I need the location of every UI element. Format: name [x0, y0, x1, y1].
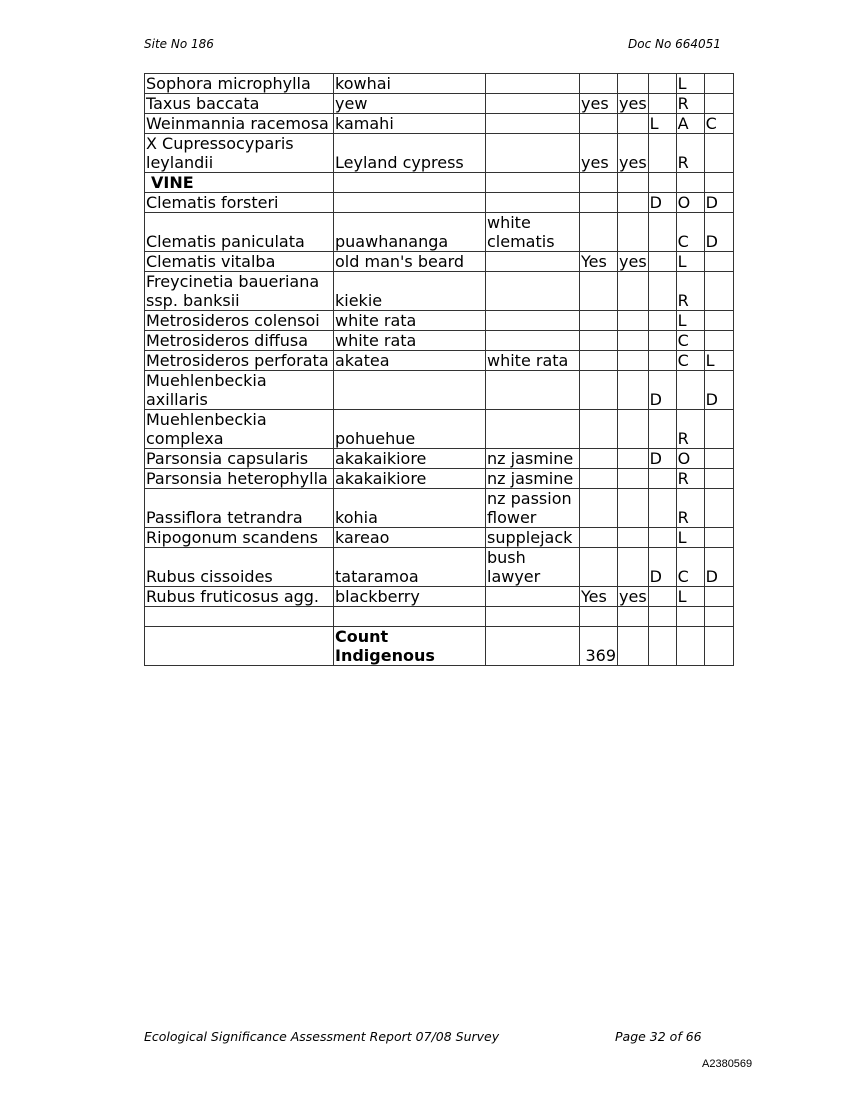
- table-cell: [580, 410, 618, 449]
- table-cell: [580, 331, 618, 351]
- table-cell: yes: [619, 587, 647, 606]
- table-cell: Ripogonum scandens: [145, 528, 334, 548]
- table-cell: [704, 627, 733, 666]
- table-cell: [704, 449, 733, 469]
- table-cell: D: [648, 193, 676, 213]
- table-cell: [145, 627, 334, 666]
- table-cell: Metrosideros diffusa: [145, 331, 334, 351]
- table-cell: L: [676, 252, 704, 272]
- table-row: [145, 410, 734, 449]
- table-cell: R: [676, 94, 704, 114]
- table-cell: [618, 331, 649, 351]
- table-cell: D: [704, 193, 733, 213]
- table-cell: [580, 74, 618, 94]
- table-cell: [648, 272, 676, 311]
- table-row: [145, 351, 734, 371]
- table-cell: [704, 173, 733, 193]
- table-cell: [486, 607, 580, 627]
- table-cell: [618, 173, 649, 193]
- table-cell: Rubus fruticosus agg.: [145, 587, 334, 607]
- table-row: [145, 94, 734, 114]
- table-cell: [618, 371, 649, 410]
- table-cell: C: [676, 331, 704, 351]
- table-cell: Clematis forsteri: [145, 193, 334, 213]
- table-row: [145, 528, 734, 548]
- table-cell: [486, 173, 580, 193]
- table-cell: yes: [619, 252, 647, 271]
- table-cell: [648, 311, 676, 331]
- table-cell: [486, 331, 580, 351]
- table-cell: [618, 489, 649, 528]
- table-cell: [648, 587, 676, 607]
- table-cell: A: [676, 114, 704, 134]
- table-cell: Leyland cypress: [334, 134, 486, 173]
- table-row: [145, 311, 734, 331]
- table-cell: Yes: [580, 587, 618, 607]
- table-cell: [618, 193, 649, 213]
- table-cell: [486, 114, 580, 134]
- table-cell: pohuehue: [334, 410, 486, 449]
- table-cell: C: [704, 114, 733, 134]
- table-cell: [704, 134, 733, 173]
- table-cell: white clematis: [486, 213, 580, 252]
- table-cell: Taxus baccata: [145, 94, 334, 114]
- table-cell: white rata: [486, 351, 580, 371]
- table-cell: [704, 331, 733, 351]
- table-cell: akakaikiore: [334, 469, 486, 489]
- table-cell: bush lawyer: [486, 548, 580, 587]
- table-cell: [648, 94, 676, 114]
- table-cell: D: [648, 449, 676, 469]
- table-cell: [648, 607, 676, 627]
- header-doc-number: Doc No 664051: [628, 37, 721, 51]
- table-cell: akatea: [334, 351, 486, 371]
- table-cell: [580, 528, 618, 548]
- table-cell: [486, 371, 580, 410]
- table-cell: [648, 134, 676, 173]
- table-cell: yes: [618, 134, 649, 173]
- table-cell: [580, 469, 618, 489]
- table-cell: Clematis vitalba: [145, 252, 334, 272]
- table-cell: yes: [580, 134, 618, 173]
- table-cell: [618, 74, 649, 94]
- table-cell: [704, 252, 733, 272]
- table-cell: [704, 587, 733, 607]
- table-cell: [704, 607, 733, 627]
- footer-report-title: Ecological Significance Assessment Report 07/08 Survey: [144, 1029, 500, 1044]
- table-cell: C: [676, 213, 704, 252]
- table-cell: kohia: [334, 489, 486, 528]
- table-cell: [704, 74, 733, 94]
- table-cell: R: [676, 410, 704, 449]
- table-cell: [580, 489, 618, 528]
- table-cell: akakaikiore: [334, 449, 486, 469]
- table-cell: [648, 252, 676, 272]
- table-cell: puawhananga: [334, 213, 486, 252]
- table-cell: Parsonsia capsularis: [145, 449, 334, 469]
- table-cell: VINE: [145, 173, 334, 193]
- table-cell: [334, 607, 486, 627]
- table-cell: [704, 528, 733, 548]
- section-row: [145, 173, 734, 193]
- table-row: [145, 272, 734, 311]
- count-row: [145, 627, 734, 666]
- table-cell: [580, 193, 618, 213]
- table-row: [145, 489, 734, 528]
- table-cell: [334, 193, 486, 213]
- table-cell: [648, 489, 676, 528]
- table-cell: [618, 627, 649, 666]
- table-cell: Muehlenbeckia axillaris: [145, 371, 334, 410]
- table-cell: nz jasmine: [486, 469, 580, 489]
- table-cell: [334, 371, 486, 410]
- table-cell: [580, 548, 618, 587]
- table-cell: [580, 607, 618, 627]
- table-cell: [486, 272, 580, 311]
- table-cell: [648, 528, 676, 548]
- table-cell: [580, 371, 618, 410]
- table-cell: [618, 449, 649, 469]
- table-cell: [580, 311, 618, 331]
- table-cell: [648, 74, 676, 94]
- table-cell: R: [676, 134, 704, 173]
- table-cell: R: [676, 469, 704, 489]
- table-cell: [486, 410, 580, 449]
- table-cell: nz jasmine: [486, 449, 580, 469]
- table-cell: kiekie: [334, 272, 486, 311]
- table-cell: kowhai: [334, 74, 486, 94]
- table-cell: [676, 173, 704, 193]
- table-cell: Metrosideros colensoi: [145, 311, 334, 331]
- table-row: [145, 134, 734, 173]
- species-table: [144, 73, 734, 666]
- table-cell: [704, 469, 733, 489]
- table-cell: [648, 213, 676, 252]
- footer-page-number: Page 32 of 66: [615, 1029, 702, 1044]
- table-cell: O: [676, 193, 704, 213]
- table-cell: [618, 213, 649, 252]
- table-cell: [486, 193, 580, 213]
- table-cell: [618, 114, 649, 134]
- table-cell: yes: [580, 94, 618, 114]
- table-cell: L: [676, 528, 704, 548]
- header-site-number: Site No 186: [144, 37, 214, 51]
- table-cell: [334, 173, 486, 193]
- table-cell: white rata: [334, 331, 486, 351]
- table-cell: Freycinetia baueriana ssp. banksii: [145, 272, 334, 311]
- table-cell: [704, 489, 733, 528]
- table-cell: [580, 449, 618, 469]
- table-cell: D: [648, 548, 676, 587]
- table-cell: [618, 548, 649, 587]
- table-row: [145, 449, 734, 469]
- table-cell: [618, 469, 649, 489]
- table-row: [145, 548, 734, 587]
- table-cell: [676, 627, 704, 666]
- table-cell: [648, 351, 676, 371]
- table-row: [145, 74, 734, 94]
- count-value: 369: [580, 627, 618, 666]
- table-cell: [580, 272, 618, 311]
- table-cell: X Cupressocyparis leylandii: [145, 134, 334, 173]
- table-cell: [648, 410, 676, 449]
- table-cell: [618, 528, 649, 548]
- table-cell: supplejack: [486, 528, 580, 548]
- table-cell: old man's beard: [334, 252, 486, 272]
- table-cell: kareao: [334, 528, 486, 548]
- table-cell: white rata: [334, 311, 486, 331]
- table-cell: yew: [334, 94, 486, 114]
- table-cell: C: [676, 351, 704, 371]
- table-cell: L: [704, 351, 733, 371]
- table-cell: D: [648, 371, 676, 410]
- table-row: [145, 469, 734, 489]
- table-cell: blackberry: [334, 587, 486, 607]
- table-cell: D: [704, 371, 733, 410]
- table-cell: [648, 469, 676, 489]
- table-cell: nz passion flower: [486, 489, 580, 528]
- table-row: [145, 193, 734, 213]
- table-cell: tataramoa: [334, 548, 486, 587]
- table-row: [145, 587, 734, 607]
- table-cell: [704, 410, 733, 449]
- table-cell: Weinmannia racemosa: [145, 114, 334, 134]
- table-row: [145, 114, 734, 134]
- table-cell: Muehlenbeckia complexa: [145, 410, 334, 449]
- table-cell: Passiflora tetrandra: [145, 489, 334, 528]
- table-cell: kamahi: [334, 114, 486, 134]
- table-cell: D: [704, 548, 733, 587]
- table-cell: [676, 371, 704, 410]
- table-cell: [580, 173, 618, 193]
- table-row: [145, 252, 734, 272]
- table-cell: [486, 627, 580, 666]
- footer-doc-id: A2380569: [702, 1058, 753, 1070]
- table-row: [145, 331, 734, 351]
- table-cell: [618, 410, 649, 449]
- table-cell: L: [676, 74, 704, 94]
- table-cell: [648, 331, 676, 351]
- table-cell: C: [676, 548, 704, 587]
- table-cell: L: [676, 587, 704, 607]
- table-row: [145, 371, 734, 410]
- table-cell: [618, 272, 649, 311]
- table-cell: [618, 607, 649, 627]
- table-cell: [580, 213, 618, 252]
- table-row: [145, 213, 734, 252]
- table-cell: Metrosideros perforata: [145, 351, 334, 371]
- table-cell: [704, 94, 733, 114]
- table-cell: D: [704, 213, 733, 252]
- table-cell: R: [676, 272, 704, 311]
- table-cell: L: [676, 311, 704, 331]
- table-cell: [704, 272, 733, 311]
- table-cell: [580, 114, 618, 134]
- table-cell: Clematis paniculata: [145, 213, 334, 252]
- table-cell: yes: [619, 94, 647, 113]
- table-cell: [676, 607, 704, 627]
- table-cell: Sophora microphylla: [145, 74, 334, 94]
- table-cell: [486, 311, 580, 331]
- table-cell: [704, 311, 733, 331]
- table-cell: Parsonsia heterophylla: [145, 469, 334, 489]
- table-cell: O: [676, 449, 704, 469]
- table-cell: Rubus cissoides: [145, 548, 334, 587]
- table-cell: [486, 94, 580, 114]
- count-label: Count Indigenous: [334, 627, 486, 666]
- table-cell: L: [648, 114, 676, 134]
- table-cell: Yes: [580, 252, 618, 272]
- table-cell: R: [676, 489, 704, 528]
- table-cell: [486, 134, 580, 173]
- table-cell: [648, 173, 676, 193]
- table-cell: [486, 587, 580, 607]
- table-cell: [580, 351, 618, 371]
- table-cell: [618, 351, 649, 371]
- table-cell: [486, 252, 580, 272]
- table-cell: [486, 74, 580, 94]
- table-cell: [648, 627, 676, 666]
- table-cell: [145, 607, 334, 627]
- table-row: [145, 607, 734, 627]
- table-cell: [618, 311, 649, 331]
- species-table-body: [145, 74, 734, 666]
